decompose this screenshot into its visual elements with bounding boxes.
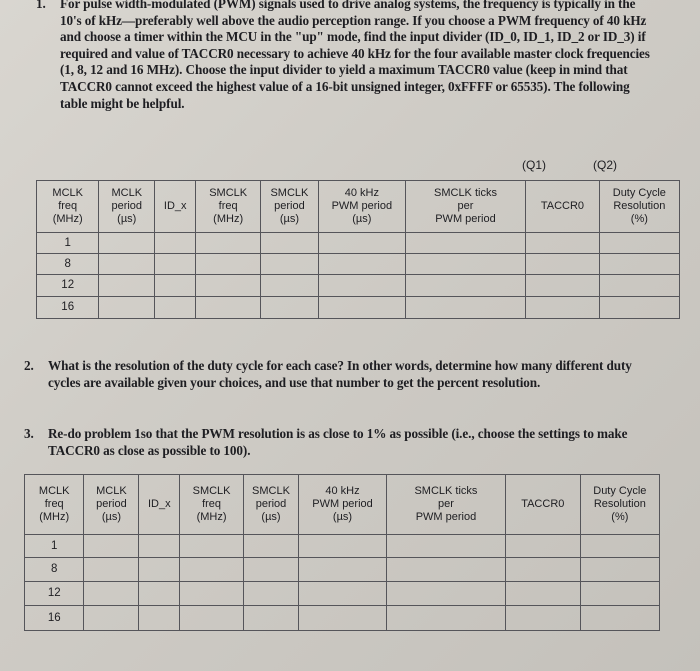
problem-3-text: Re-do problem 1so that the PWM resolution is as close to 1% as possible (i.e., choose the settings to make TACCR0 as close as possible to 100). bbox=[48, 426, 628, 458]
t2-h-smclk-freq: SMCLK freq (MHz) bbox=[180, 475, 244, 535]
q1-label: (Q1) bbox=[522, 158, 546, 172]
table-cell[interactable] bbox=[243, 606, 298, 631]
table-cell[interactable] bbox=[243, 558, 298, 582]
t1-h-idx: ID_x bbox=[155, 181, 196, 233]
table-cell[interactable] bbox=[526, 275, 600, 297]
table-cell[interactable] bbox=[387, 582, 506, 606]
table-cell[interactable] bbox=[196, 233, 261, 254]
t2-row-label: 8 bbox=[25, 558, 84, 582]
table-cell[interactable] bbox=[405, 254, 525, 275]
t2-h-mclk-period: MCLK period (µs) bbox=[84, 475, 139, 535]
table-cell[interactable] bbox=[405, 233, 525, 254]
table-cell[interactable] bbox=[299, 558, 387, 582]
table-cell[interactable] bbox=[84, 606, 139, 631]
table-cell[interactable] bbox=[599, 275, 679, 297]
table-cell[interactable] bbox=[318, 275, 405, 297]
table-row bbox=[25, 582, 660, 606]
t2-h-smclk-ticks: SMCLK ticks per PWM period bbox=[387, 475, 506, 535]
table-cell[interactable] bbox=[180, 582, 244, 606]
t1-row-label: 16 bbox=[37, 297, 99, 319]
table-cell[interactable] bbox=[599, 254, 679, 275]
t1-h-mclk-freq: MCLK freq (MHz) bbox=[37, 181, 99, 233]
table-cell[interactable] bbox=[139, 535, 180, 558]
table-cell[interactable] bbox=[180, 558, 244, 582]
t2-h-duty-cycle: Duty Cycle Resolution (%) bbox=[580, 475, 659, 535]
table-row bbox=[37, 275, 680, 297]
problem-2-text: What is the resolution of the duty cycle for each case? In other words, determine how many different duty cycles are available given your choices, and use that number to get the percent resolution. bbox=[48, 358, 632, 390]
table-cell[interactable] bbox=[387, 606, 506, 631]
table-cell[interactable] bbox=[243, 582, 298, 606]
table-cell[interactable] bbox=[84, 558, 139, 582]
t2-h-idx: ID_x bbox=[139, 475, 180, 535]
t2-h-mclk-freq: MCLK freq (MHz) bbox=[25, 475, 84, 535]
table-cell[interactable] bbox=[405, 275, 525, 297]
table-cell[interactable] bbox=[387, 535, 506, 558]
table-cell[interactable] bbox=[99, 275, 155, 297]
t1-h-duty-cycle: Duty Cycle Resolution (%) bbox=[599, 181, 679, 233]
t2-h-smclk-period: SMCLK period (µs) bbox=[243, 475, 298, 535]
table-cell[interactable] bbox=[155, 297, 196, 319]
table-1-header-row bbox=[37, 181, 680, 233]
table-cell[interactable] bbox=[260, 233, 318, 254]
table-cell[interactable] bbox=[505, 582, 580, 606]
t1-row-label: 12 bbox=[37, 275, 99, 297]
t2-row-label: 16 bbox=[25, 606, 84, 631]
table-cell[interactable] bbox=[155, 275, 196, 297]
table-row bbox=[25, 606, 660, 631]
table-cell[interactable] bbox=[260, 275, 318, 297]
t1-h-smclk-period: SMCLK period (µs) bbox=[260, 181, 318, 233]
t1-h-pwm-period: 40 kHz PWM period (µs) bbox=[318, 181, 405, 233]
table-cell[interactable] bbox=[505, 606, 580, 631]
table-cell[interactable] bbox=[526, 233, 600, 254]
problem-2-number: 2. bbox=[24, 358, 34, 373]
table-cell[interactable] bbox=[318, 254, 405, 275]
table-cell[interactable] bbox=[180, 606, 244, 631]
table-cell[interactable] bbox=[580, 582, 659, 606]
table-cell[interactable] bbox=[243, 535, 298, 558]
table-cell[interactable] bbox=[139, 582, 180, 606]
table-cell[interactable] bbox=[180, 535, 244, 558]
t2-h-taccr0: TACCR0 bbox=[505, 475, 580, 535]
t2-row-label: 12 bbox=[25, 582, 84, 606]
problem-1-number: 1. bbox=[36, 0, 46, 11]
t1-h-smclk-freq: SMCLK freq (MHz) bbox=[196, 181, 261, 233]
table-2 bbox=[24, 474, 660, 631]
t2-h-pwm-period: 40 kHz PWM period (µs) bbox=[299, 475, 387, 535]
table-cell[interactable] bbox=[299, 582, 387, 606]
table-cell[interactable] bbox=[580, 535, 659, 558]
table-row bbox=[37, 233, 680, 254]
table-2-header-row bbox=[25, 475, 660, 535]
q2-label: (Q2) bbox=[593, 158, 617, 172]
table-row bbox=[25, 558, 660, 582]
table-cell[interactable] bbox=[196, 254, 261, 275]
t2-row-label: 1 bbox=[25, 535, 84, 558]
table-cell[interactable] bbox=[526, 254, 600, 275]
table-cell[interactable] bbox=[99, 233, 155, 254]
t1-h-taccr0: TACCR0 bbox=[526, 181, 600, 233]
table-cell[interactable] bbox=[299, 535, 387, 558]
t1-row-label: 1 bbox=[37, 233, 99, 254]
table-cell[interactable] bbox=[405, 297, 525, 319]
table-cell[interactable] bbox=[526, 297, 600, 319]
table-cell[interactable] bbox=[599, 297, 679, 319]
table-row bbox=[37, 297, 680, 319]
table-cell[interactable] bbox=[155, 254, 196, 275]
t1-row-label: 8 bbox=[37, 254, 99, 275]
t1-h-mclk-period: MCLK period (µs) bbox=[99, 181, 155, 233]
table-cell[interactable] bbox=[260, 254, 318, 275]
table-cell[interactable] bbox=[84, 535, 139, 558]
table-cell[interactable] bbox=[599, 233, 679, 254]
table-cell[interactable] bbox=[505, 558, 580, 582]
table-cell[interactable] bbox=[505, 535, 580, 558]
table-cell[interactable] bbox=[99, 254, 155, 275]
table-row bbox=[37, 254, 680, 275]
table-cell[interactable] bbox=[580, 606, 659, 631]
table-cell[interactable] bbox=[139, 558, 180, 582]
t1-h-smclk-ticks: SMCLK ticks per PWM period bbox=[405, 181, 525, 233]
table-cell[interactable] bbox=[318, 297, 405, 319]
table-cell[interactable] bbox=[260, 297, 318, 319]
table-1 bbox=[36, 180, 680, 319]
table-cell[interactable] bbox=[84, 582, 139, 606]
problem-3-number: 3. bbox=[24, 426, 34, 441]
table-cell[interactable] bbox=[387, 558, 506, 582]
table-cell[interactable] bbox=[580, 558, 659, 582]
table-cell[interactable] bbox=[196, 297, 261, 319]
table-cell[interactable] bbox=[299, 606, 387, 631]
problem-1-text: For pulse width-modulated (PWM) signals used to drive analog systems, the frequency is typically in the 10's of kHz—preferably well above the audio perception range. If you choose a PWM frequency of 40 kHz and choose a timer within the MCU in the "up" mode, find the input divider (ID_0, ID_1, ID_2 or ID_3) if required and value of TACCR0 necessary to achieve 40 kHz for the four available master clock frequencies (1, 8, 12 and 16 MHz). Choose the input divider to yield a maximum TACCR0 value (keep in mind that TACCR0 cannot exceed the highest value of a 16-bit unsigned integer, 0xFFFF or 65535). The following table might be helpful. bbox=[60, 0, 650, 111]
table-cell[interactable] bbox=[99, 297, 155, 319]
table-cell[interactable] bbox=[196, 275, 261, 297]
table-cell[interactable] bbox=[139, 606, 180, 631]
table-cell[interactable] bbox=[155, 233, 196, 254]
table-row bbox=[25, 535, 660, 558]
table-cell[interactable] bbox=[318, 233, 405, 254]
